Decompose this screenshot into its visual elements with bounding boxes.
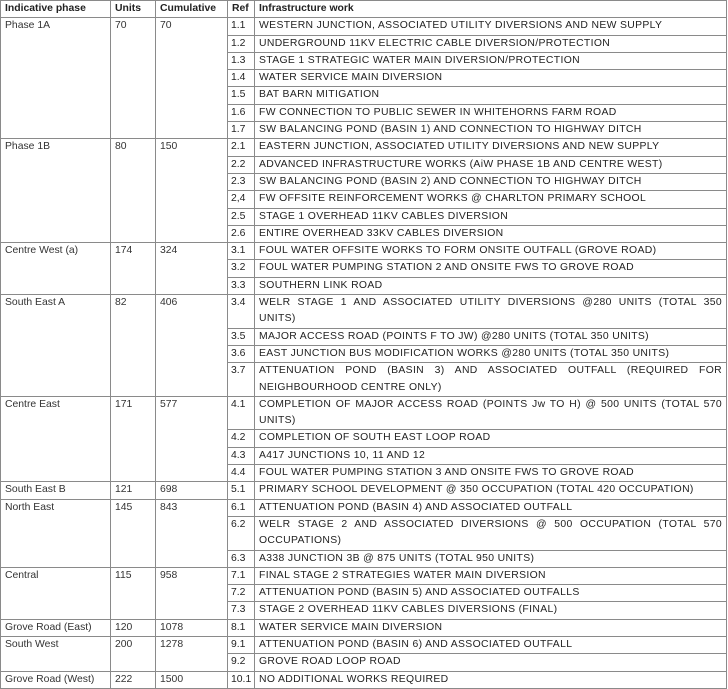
units-cell: 115	[111, 567, 156, 619]
cumulative-cell: 698	[156, 482, 228, 499]
ref-cell: 3.2	[228, 260, 255, 277]
ref-cell: 2.3	[228, 173, 255, 190]
ref-cell: 1.2	[228, 35, 255, 52]
ref-cell: 7.2	[228, 585, 255, 602]
work-cell: FOUL WATER PUMPING STATION 3 AND ONSITE FWS TO GROVE ROAD	[255, 465, 727, 482]
ref-cell: 4.2	[228, 430, 255, 447]
cumulative-cell: 1500	[156, 671, 228, 688]
ref-cell: 6.1	[228, 499, 255, 516]
units-cell: 222	[111, 671, 156, 688]
work-cell: FW CONNECTION TO PUBLIC SEWER IN WHITEHORNS FARM ROAD	[255, 104, 727, 121]
units-cell: 200	[111, 636, 156, 671]
work-cell: WELR STAGE 2 AND ASSOCIATED DIVERSIONS @ 500 OCCUPATION (TOTAL 570 OCCUPATIONS)	[255, 516, 727, 550]
ref-cell: 4.1	[228, 396, 255, 430]
cumulative-cell: 406	[156, 295, 228, 397]
table-row	[1, 139, 727, 156]
work-cell: EASTERN JUNCTION, ASSOCIATED UTILITY DIVERSIONS AND NEW SUPPLY	[255, 139, 727, 156]
phase-cell: Grove Road (East)	[1, 619, 111, 636]
phase-cell: Central	[1, 567, 111, 619]
phase-cell: Phase 1B	[1, 139, 111, 243]
work-cell: WATER SERVICE MAIN DIVERSION	[255, 70, 727, 87]
ref-cell: 5.1	[228, 482, 255, 499]
units-cell: 82	[111, 295, 156, 397]
ref-cell: 2.5	[228, 208, 255, 225]
work-cell: STAGE 2 OVERHEAD 11KV CABLES DIVERSIONS (FINAL)	[255, 602, 727, 619]
cumulative-cell: 1278	[156, 636, 228, 671]
table-row	[1, 396, 727, 430]
cumulative-cell: 1078	[156, 619, 228, 636]
units-cell: 145	[111, 499, 156, 567]
work-cell: STAGE 1 OVERHEAD 11KV CABLES DIVERSION	[255, 208, 727, 225]
table-row	[1, 295, 727, 329]
work-cell: EAST JUNCTION BUS MODIFICATION WORKS @280 UNITS (TOTAL 350 UNITS)	[255, 345, 727, 362]
ref-cell: 2.1	[228, 139, 255, 156]
table-body	[1, 18, 727, 689]
work-cell: ATTENUATION POND (BASIN 3) AND ASSOCIATED OUTFALL (REQUIRED FOR NEIGHBOURHOOD CENTRE ONLY)	[255, 363, 727, 397]
work-cell: A417 JUNCTIONS 10, 11 AND 12	[255, 447, 727, 464]
ref-cell: 1.4	[228, 70, 255, 87]
table-row	[1, 671, 727, 688]
work-cell: FINAL STAGE 2 STRATEGIES WATER MAIN DIVERSION	[255, 567, 727, 584]
work-cell: A338 JUNCTION 3B @ 875 UNITS (TOTAL 950 UNITS)	[255, 550, 727, 567]
cumulative-cell: 958	[156, 567, 228, 619]
ref-cell: 4.4	[228, 465, 255, 482]
work-cell: COMPLETION OF MAJOR ACCESS ROAD (POINTS Jw TO H) @ 500 UNITS (TOTAL 570 UNITS)	[255, 396, 727, 430]
work-cell: WESTERN JUNCTION, ASSOCIATED UTILITY DIVERSIONS AND NEW SUPPLY	[255, 18, 727, 35]
work-cell: WELR STAGE 1 AND ASSOCIATED UTILITY DIVERSIONS @280 UNITS (TOTAL 350 UNITS)	[255, 295, 727, 329]
work-cell: ADVANCED INFRASTRUCTURE WORKS (AiW PHASE 1B AND CENTRE WEST)	[255, 156, 727, 173]
ref-cell: 10.1	[228, 671, 255, 688]
phase-cell: Grove Road (West)	[1, 671, 111, 688]
units-cell: 121	[111, 482, 156, 499]
work-cell: UNDERGROUND 11KV ELECTRIC CABLE DIVERSION/PROTECTION	[255, 35, 727, 52]
work-cell: ATTENUATION POND (BASIN 4) AND ASSOCIATED OUTFALL	[255, 499, 727, 516]
units-cell: 174	[111, 243, 156, 295]
ref-cell: 3.3	[228, 277, 255, 294]
ref-cell: 3.5	[228, 328, 255, 345]
ref-cell: 2.2	[228, 156, 255, 173]
ref-cell: 3.6	[228, 345, 255, 362]
header-ref: Ref	[228, 1, 255, 18]
ref-cell: 7.3	[228, 602, 255, 619]
work-cell: FOUL WATER OFFSITE WORKS TO FORM ONSITE OUTFALL (GROVE ROAD)	[255, 243, 727, 260]
table-row	[1, 567, 727, 584]
phase-cell: Centre West (a)	[1, 243, 111, 295]
header-phase: Indicative phase	[1, 1, 111, 18]
ref-cell: 2,4	[228, 191, 255, 208]
cumulative-cell: 843	[156, 499, 228, 567]
work-cell: WATER SERVICE MAIN DIVERSION	[255, 619, 727, 636]
cumulative-cell: 150	[156, 139, 228, 243]
ref-cell: 1.5	[228, 87, 255, 104]
phase-cell: North East	[1, 499, 111, 567]
work-cell: COMPLETION OF SOUTH EAST LOOP ROAD	[255, 430, 727, 447]
work-cell: STAGE 1 STRATEGIC WATER MAIN DIVERSION/PROTECTION	[255, 52, 727, 69]
work-cell: SOUTHERN LINK ROAD	[255, 277, 727, 294]
work-cell: FOUL WATER PUMPING STATION 2 AND ONSITE FWS TO GROVE ROAD	[255, 260, 727, 277]
phase-cell: South West	[1, 636, 111, 671]
cumulative-cell: 324	[156, 243, 228, 295]
ref-cell: 1.1	[228, 18, 255, 35]
work-cell: ATTENUATION POND (BASIN 6) AND ASSOCIATED OUTFALL	[255, 636, 727, 653]
cumulative-cell: 577	[156, 396, 228, 481]
ref-cell: 2.6	[228, 225, 255, 242]
ref-cell: 3.7	[228, 363, 255, 397]
table-row	[1, 636, 727, 653]
phase-cell: South East A	[1, 295, 111, 397]
phase-cell: Phase 1A	[1, 18, 111, 139]
work-cell: FW OFFSITE REINFORCEMENT WORKS @ CHARLTON PRIMARY SCHOOL	[255, 191, 727, 208]
units-cell: 70	[111, 18, 156, 139]
ref-cell: 1.3	[228, 52, 255, 69]
table-row	[1, 18, 727, 35]
header-row	[1, 1, 727, 18]
work-cell: MAJOR ACCESS ROAD (POINTS F TO JW) @280 UNITS (TOTAL 350 UNITS)	[255, 328, 727, 345]
units-cell: 171	[111, 396, 156, 481]
ref-cell: 1.6	[228, 104, 255, 121]
work-cell: PRIMARY SCHOOL DEVELOPMENT @ 350 OCCUPATION (TOTAL 420 OCCUPATION)	[255, 482, 727, 499]
units-cell: 120	[111, 619, 156, 636]
work-cell: SW BALANCING POND (BASIN 2) AND CONNECTION TO HIGHWAY DITCH	[255, 173, 727, 190]
ref-cell: 7.1	[228, 567, 255, 584]
ref-cell: 9.2	[228, 654, 255, 671]
ref-cell: 9.1	[228, 636, 255, 653]
work-cell: ATTENUATION POND (BASIN 5) AND ASSOCIATED OUTFALLS	[255, 585, 727, 602]
ref-cell: 6.2	[228, 516, 255, 550]
header-cumulative: Cumulative	[156, 1, 228, 18]
units-cell: 80	[111, 139, 156, 243]
phase-cell: Centre East	[1, 396, 111, 481]
work-cell: SW BALANCING POND (BASIN 1) AND CONNECTION TO HIGHWAY DITCH	[255, 122, 727, 139]
ref-cell: 6.3	[228, 550, 255, 567]
ref-cell: 8.1	[228, 619, 255, 636]
work-cell: GROVE ROAD LOOP ROAD	[255, 654, 727, 671]
phase-cell: South East B	[1, 482, 111, 499]
header-work: Infrastructure work	[255, 1, 727, 18]
table-row	[1, 499, 727, 516]
work-cell: NO ADDITIONAL WORKS REQUIRED	[255, 671, 727, 688]
work-cell: ENTIRE OVERHEAD 33KV CABLES DIVERSION	[255, 225, 727, 242]
header-units: Units	[111, 1, 156, 18]
ref-cell: 3.1	[228, 243, 255, 260]
ref-cell: 3.4	[228, 295, 255, 329]
ref-cell: 1.7	[228, 122, 255, 139]
work-cell: BAT BARN MITIGATION	[255, 87, 727, 104]
table-row	[1, 619, 727, 636]
table-row	[1, 482, 727, 499]
cumulative-cell: 70	[156, 18, 228, 139]
ref-cell: 4.3	[228, 447, 255, 464]
table-row	[1, 243, 727, 260]
